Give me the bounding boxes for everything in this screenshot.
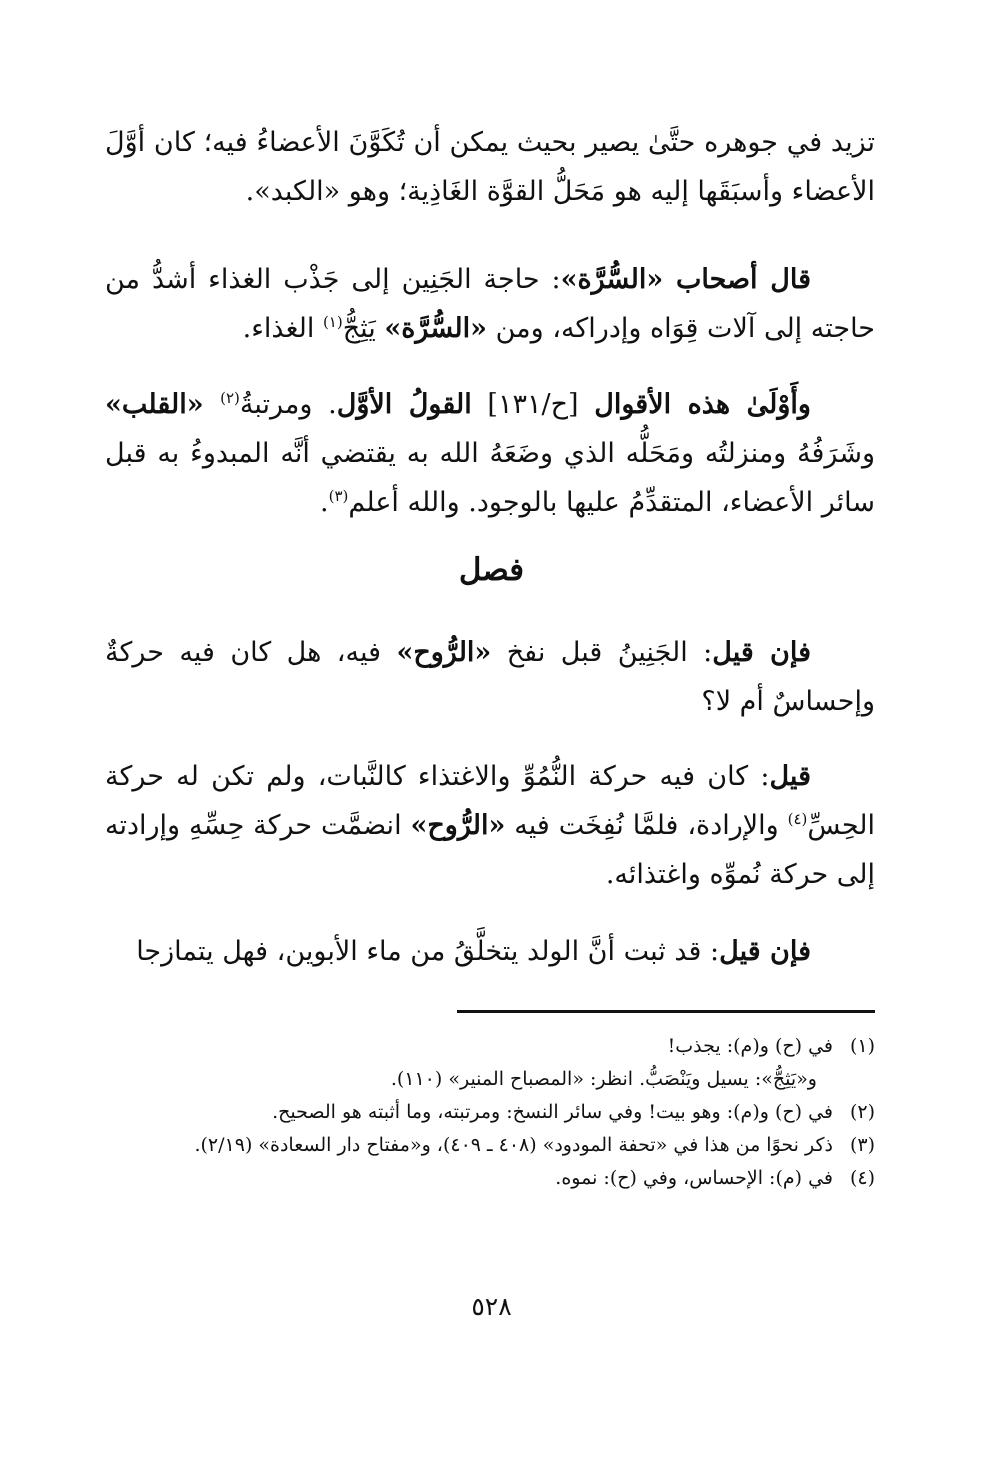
footnote-1 [105,1030,875,1063]
manuscript-reference: [ح/١٣١] [471,389,595,420]
paragraph-2-text-1: : حاجة الجَنِين إلى جَذْب الغذاء أشدُّ من حاجته إلى آلات قِوَاه وإدراكه، ومن [105,264,875,344]
footnote-ref-4[interactable]: (٤) [787,810,808,828]
paragraph-4-text-1: : الجَنِينُ قبل نفخ [491,637,713,668]
footnote-1-continuation: و«يَثِجُّ»: يسيل ويَنْصَبُّ. انظر: «المصباح المنير» (١١٠). [390,1068,817,1090]
paragraph-3-lead: وأَوْلَىٰ هذه الأقوال [594,389,811,420]
paragraph-4-text-2: فيه، هل كان فيه حركةٌ وإحساسٌ أم لا؟ [105,637,875,717]
paragraph-4-lead: فإن قيل [712,637,811,668]
paragraph-5 [105,752,875,899]
footnote-ref-1[interactable]: (١) [322,313,343,331]
footnote-ref-3[interactable]: (٣) [328,487,349,505]
paragraph-1-line-1: تزيد في جوهره حتَّىٰ يصير بحيث يمكن أن تُكَوَّنَ الأعضاءُ فيه؛ كان أوَّلَ [105,127,875,158]
paragraph-3-text-1: . ومرتبةُ [239,389,337,420]
footnote-number: (٣) [849,1134,875,1156]
paragraph-2 [105,255,875,353]
paragraph-3-text-2: وشَرَفُهُ ومنزلتُه ومَحَلُّه الذي وضَعَهُ الله به يقتضي أنَّه المبدوءُ به قبل سائر الأعضاء، المتقدِّمُ عليها بالوجود. والله أعلم [105,438,875,518]
paragraph-6-lead: فإن قيل [719,936,811,967]
footnote-4 [105,1162,875,1195]
section-heading: فصل [458,552,525,588]
paragraph-3-text-3: . [320,487,329,518]
paragraph-6 [105,927,875,976]
footnote-text: في (م): الإحساس، وفي (ح): نموه. [555,1167,833,1189]
paragraph-6-text-1: : قد ثبت أنَّ الولد يتخلَّقُ من ماء الأبوين، فهل يتمازجا [136,936,720,967]
paragraph-5-lead: قيل [769,761,811,792]
footnote-number: (٤) [849,1167,875,1189]
paragraph-5-text-1: : كان فيه حركة النُّمُوِّ والاغتذاء كالنَّبات، ولم تكن له حركة الحِسِّ [105,761,875,841]
paragraph-2-text-2: يَثِجُّ [342,313,385,344]
paragraph-5-bold-1: «الرُّوح» [410,810,506,841]
paragraph-4-bold-1: «الرُّوح» [396,637,492,668]
paragraph-1 [105,118,875,216]
paragraph-5-text-2: والإرادة، فلمَّا نُفِخَت فيه [505,810,788,841]
footnote-text: ذكر نحوًا من هذا في «تحفة المودود» (٤٠٨ ـ ٤٠٩)، و«مفتاح دار السعادة» (٢/١٩). [194,1134,833,1156]
paragraph-3 [105,380,875,527]
paragraph-3-bold-2: «القلب» [105,389,221,420]
footnotes [105,1030,875,1195]
page-number: ٥٢٨ [471,1292,512,1321]
footnote-ref-2[interactable]: (٢) [220,389,240,407]
footnote-2 [105,1096,875,1129]
paragraph-2-lead: قال أصحاب «السُّرَّة» [560,264,811,295]
footnote-text: في (ح) و(م): يجذب! [667,1035,833,1057]
footnote-3 [105,1129,875,1162]
footnote-text: في (ح) و(م): وهو بيت! وفي سائر النسخ: ومرتبته، وما أثبته هو الصحيح. [272,1101,833,1123]
footnote-number: (١) [849,1035,875,1057]
paragraph-3-bold-1: القولُ الأوَّل [336,389,472,420]
paragraph-2-bold-1: «السُّرَّة» [384,313,488,344]
footnote-number: (٢) [849,1101,875,1123]
paragraph-5-text-3: انضمَّت حركة حِسِّهِ وإرادته إلى حركة نُموِّه واغتذائه. [105,810,875,890]
paragraph-4 [105,628,875,726]
paragraph-1-line-2: الأعضاء وأسبَقَها إليه هو مَحَلُّ القوَّة الغَاذِية؛ وهو «الكبد». [245,176,875,207]
footnote-separator [457,1010,875,1013]
paragraph-2-text-3: الغذاء. [242,313,323,344]
